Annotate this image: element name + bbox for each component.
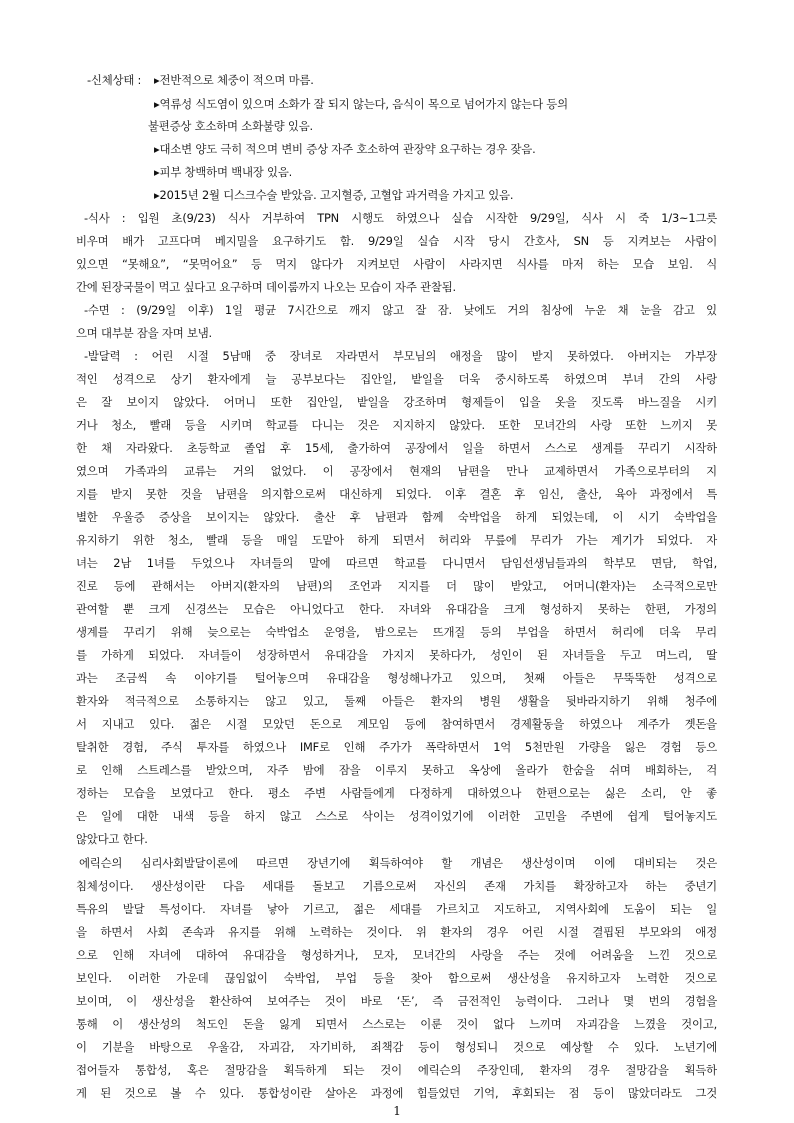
paragraph-line: 접어들자 통합성, 혹은 절망감을 획득하게 되는 것이 에릭슨의 주장인데, 환자의 경우 절망감을 획득하 <box>76 1063 717 1077</box>
paragraph-line: 탈취한 경험, 주식 투자를 하였으나 IMF로 인해 주가가 폭락하면서 1억 5천만원 가량을 잃은 경험 등으 <box>76 740 717 754</box>
paragraph-line: 진로 등에 관해서는 아버지(환자의 남편)의 조언과 지지를 더 많이 받았고, 어머니(환자)는 소극적으로만 <box>76 579 717 593</box>
physical-status-label: -신체상태 : <box>87 73 142 87</box>
paragraph-line: 생계를 꾸리기 위해 늦으로는 숙박업소 운영을, 밤으로는 뜨개질 등의 부업을 하면서 허리에 더욱 무리 <box>76 625 717 639</box>
paragraph-line: 보이며, 이 생산성을 환산하여 보여주는 것이 바로 ‘돈’, 즉 금전적인 능력이다. 그러나 몇 번의 경험을 <box>76 994 717 1008</box>
paragraph-line: 은 잘 보이지 않았다. 어머니 또한 집안일, 밭일을 강조하며 형제들이 입을 옷을 짓도록 바느질을 시키 <box>76 395 717 409</box>
paragraph-line: 간에 된장국물이 먹고 싶다고 요구하며 데이룸까지 나오는 모습이 자주 관찰됨. <box>76 280 456 294</box>
paragraph-line: 유지하기 위한 청소, 빨래 등을 매일 도맡아 하게 되면서 허리와 무릎에 무리가 가는 계기가 되었다. 자 <box>76 533 717 547</box>
paragraph-line: 서 지내고 있다. 젊은 시절 모았던 돈으로 계모임 등에 참여하면서 경제활동을 하였으나 계주가 곗돈을 <box>76 717 717 731</box>
physical-item: ▸전반적으로 체중이 적으며 마름. <box>154 73 314 87</box>
paragraph-line: 통해 이 생산성의 척도인 돈을 잃게 되면서 스스로는 이룬 것이 없다 느끼며 자괴감을 느꼈을 것이고, <box>76 1017 717 1031</box>
paragraph-line: 였으며 가족과의 교류는 거의 없었다. 이 공장에서 현재의 남편을 만나 교제하면서 가족으로부터의 지 <box>76 464 717 478</box>
paragraph-line: 보인다. 이러한 가운데 끊임없이 숙박업, 부업 등을 찾아 함으로써 생산성을 유지하고자 노력한 것으로 <box>76 971 717 985</box>
bullet-icon: ▸ <box>154 188 160 202</box>
physical-item: ▸피부 창백하며 백내장 있음. <box>154 165 293 179</box>
paragraph-line: -수면 : (9/29일 이후) 1일 평균 7시간으로 깨지 않고 잘 잠. 낮에도 거의 침상에 누운 채 눈을 감고 있 <box>84 303 717 317</box>
paragraph-line: -식사 : 입원 초(9/23) 식사 거부하여 TPN 시행도 하였으나 실습 시작한 9/29일, 식사 시 죽 1/3~1그릇 <box>84 211 717 225</box>
physical-item: ▸대소변 양도 극히 적으며 변비 증상 자주 호소하여 관장약 요구하는 경우 잦음. <box>154 142 536 156</box>
paragraph-line: 비우며 배가 고프다며 베지밀을 요구하기도 함. 9/29일 실습 시작 당시 간호사, SN 등 지켜보는 사람이 <box>76 234 717 248</box>
paragraph-line: 환자와 적극적으로 소통하지는 않고 있고, 둘째 아들은 환자의 병원 생활을 뒷바라지하기 위해 청주에 <box>76 694 717 708</box>
physical-item: ▸2015년 2월 디스크수술 받았음. 고지혈증, 고혈압 과거력을 가지고 있음. <box>154 188 514 202</box>
paragraph-line: 지를 받지 못한 것을 남편을 의지함으로써 대신하게 되었다. 이후 결혼 후 임신, 출산, 육아 과정에서 특 <box>76 487 717 501</box>
paragraph-line: 있으면 “못해요”, “못먹어요” 등 먹지 않다가 지켜보던 사람이 사라지면 식사를 마저 하는 모습 보임. 식 <box>76 257 717 271</box>
paragraph-line: 로 인해 스트레스를 받았으며, 자주 밤에 잠을 이루지 못하고 옥상에 올라가 한숨을 쉬며 배회하는, 걱 <box>76 763 717 777</box>
paragraph-line: 않았다고 한다. <box>76 832 148 846</box>
paragraph-line: 적인 성격으로 상기 환자에게 늘 공부보다는 집안일, 밭일을 더욱 중시하도록 하였으며 부녀 간의 사랑 <box>76 372 717 386</box>
page-number: 1 <box>393 1104 401 1118</box>
bullet-icon: ▸ <box>154 142 160 156</box>
paragraph-line: 별한 우울증 증상을 보이지는 않았다. 출산 후 남편과 함께 숙박업을 하게 되었는데, 이 시기 숙박업을 <box>76 510 717 524</box>
bullet-icon: ▸ <box>154 165 160 179</box>
physical-item: 불편증상 호소하며 소화불량 있음. <box>148 119 313 133</box>
paragraph-line: 정하는 모습을 보였다고 한다. 평소 주변 사람들에게 다정하게 대하였으나 한편으로는 싫은 소리, 안 좋 <box>76 786 717 800</box>
paragraph-line: 은 일에 대한 내색 등을 하지 않고 스스로 삭이는 성격이었기에 이러한 고민을 주변에 쉽게 털어놓지도 <box>76 809 717 823</box>
paragraph-line: 녀는 2남 1녀를 두었으나 자녀들의 말에 따르면 학교를 다니면서 담임선생님들과의 학부모 면담, 학업, <box>76 556 717 570</box>
paragraph-line: 을 하면서 사회 존속과 유지를 위해 노력하는 것이다. 위 환자의 경우 어린 시절 결핍된 부모와의 애정 <box>76 925 717 939</box>
paragraph-line: 게 된 것으로 볼 수 있다. 통합성이란 살아온 과정에 힘들었던 기억, 후회되는 점 등이 많았더라도 그것 <box>76 1086 717 1100</box>
paragraph-line: 거나 청소, 빨래 등을 시키며 학교를 다니는 것은 지지하지 않았다. 또한 모녀간의 사랑 또한 느끼지 못 <box>76 418 717 432</box>
paragraph-line: 이 기분을 바탕으로 우울감, 자괴감, 자기비하, 죄책감 등이 형성되니 것으로 예상할 수 있다. 노년기에 <box>76 1040 717 1054</box>
physical-item: ▸역류성 식도염이 있으며 소화가 잘 되지 않는다, 음식이 목으로 넘어가지 않는다 등의 <box>154 97 568 111</box>
paragraph-line: 과는 조금씩 속 이야기를 털어놓으며 유대감을 형성해나가고 있으며, 첫째 아들은 무뚝뚝한 성격으로 <box>76 671 717 685</box>
bullet-icon: ▸ <box>154 73 160 87</box>
bullet-icon: ▸ <box>154 97 160 111</box>
paragraph-line: -발달력 : 어린 시절 5남매 중 장녀로 자라면서 부모님의 애정을 많이 받지 못하였다. 아버지는 가부장 <box>84 349 717 363</box>
paragraph-line: 특유의 발달 특성이다. 자녀를 낳아 기르고, 젊은 세대를 가르치고 지도하고, 지역사회에 도움이 되는 일 <box>76 902 717 916</box>
paragraph-line: 에릭슨의 심리사회발달이론에 따르면 장년기에 획득하여야 할 개념은 생산성이며 이에 대비되는 것은 <box>79 856 717 870</box>
paragraph-line: 를 가하게 되었다. 자녀들이 성장하면서 유대감을 가지지 못하다가, 성인이 된 자녀들을 두고 며느리, 딸 <box>76 648 717 662</box>
paragraph-line: 침체성이다. 생산성이란 다음 세대를 돌보고 기름으로써 자신의 존재 가치를 확장하고자 하는 중년기 <box>76 879 717 893</box>
paragraph-line: 한 채 자라왔다. 초등학교 졸업 후 15세, 출가하여 공장에서 일을 하면서 스스로 생계를 꾸리기 시작하 <box>76 441 717 455</box>
paragraph-line: 관여할 뿐 크게 신경쓰는 모습은 아니었다고 한다. 자녀와 유대감을 크게 형성하지 못하는 한편, 가정의 <box>76 602 717 616</box>
paragraph-line: 으로 인해 자녀에 대하여 유대감을 형성하거나, 모자, 모녀간의 사랑을 주는 것에 어려움을 느낀 것으로 <box>76 948 717 962</box>
paragraph-line: 으며 대부분 잠을 자며 보냄. <box>76 326 212 340</box>
